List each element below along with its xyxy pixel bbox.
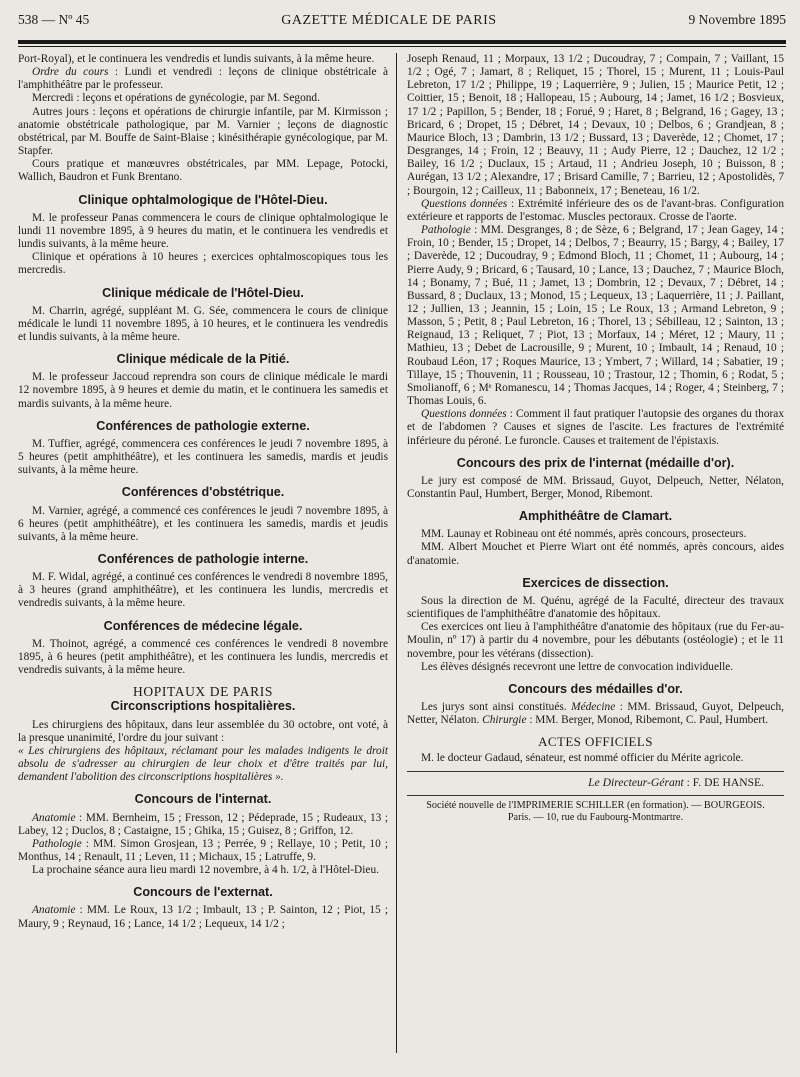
paragraph: La prochaine séance aura lieu mardi 12 novembre, à 4 h. 1/2, à l'Hôtel-Dieu. bbox=[32, 864, 379, 877]
section-heading: Concours des prix de l'internat (médaille d'or). bbox=[456, 455, 735, 470]
paragraph: M. le professeur Jaccoud reprendra son cours de clinique médicale le mardi 12 novembre 1895, à 9 heures et demie du matin, et le continuera les samedis et mardis suivants, à la même heure. bbox=[18, 371, 388, 410]
paragraph: Joseph Renaud, 11 ; Morpaux, 13 1/2 ; Ducoudray, 7 ; Compain, 7 ; Vaillant, 15 1/2 ; Ogé, 7 ; Jamart, 8 ; Reliquet, 15 ; Thorel, 15 ; Murent, 11 ; Louis-Paul Lebreton, 17 1/2 ; Philippe, 19 ; Laquerrière, 9 ; Julien, 15 ; Maurice Petit, 12 ; Coittier, 15 ; Benoit, 18 ; Hallopeau, 15 ; Aubourg, 14 ; Jamet, 16 1/2 ; Bosvieux, 17 1/2 ; Papillon, 5 ; Bender, 18 ; Forué, 9 ; Haret, 8 ; Belgrand, 16 ; Gagey, 13 ; Bricard, 6 ; Dropet, 15 ; Débret, 14 ; Devaux, 10 ; Delbos, 6 ; Grandjean, 8 ; Maurice Bloch, 13 ; Dambrin, 13 1/2 ; Bussard, 13 ; Daverède, 12 ; Chomet, 17 ; Desgranges, 14 ; Froin, 12 ; Beauvy, 11 ; Audy Pierre, 12 ; Dauchez, 12 1/2 ; Bailey, 16 1/2 ; Duclaux, 15 ; Artaud, 11 ; Andrieu Joseph, 10 ; Buisson, 8 ; Aurégan, 13 1/2 ; Alexandre, 17 ; Brisard Camille, 7 ; Barrieu, 12 ; Apostolidès, 7 ; Bourgoin, 12 ; Cailleux, 11 ; Babonneix, 17 ; Beneteau, 16 1/2. bbox=[407, 53, 784, 197]
paragraph bbox=[18, 812, 388, 838]
right-column bbox=[396, 53, 784, 1053]
divider bbox=[407, 771, 784, 772]
section-heading: Concours de l'internat. bbox=[134, 792, 272, 807]
text: : MM. Bernheim, 15 ; Fresson, 12 ; Pédeprade, 15 ; Rudeaux, 13 ; Labey, 12 ; Duclos, 8 ; Castaigne, 15 ; Ghika, 15 ; Guisez, 8 ; Griffon, 12. bbox=[18, 811, 388, 837]
section-heading: Conférences de pathologie externe. bbox=[96, 418, 310, 433]
text: : MM. Simon Grosjean, 13 ; Perrée, 9 ; Rellaye, 10 ; Petit, 10 ; Monthus, 14 ; Renault, 11 ; Leven, 11 ; Michaux, 15 ; Latruffe, 9. bbox=[18, 837, 388, 863]
header-rule bbox=[18, 40, 786, 44]
header-rule-thin bbox=[18, 46, 786, 47]
quote-text: « Les chirurgiens des hôpitaux, réclamant pour les malades indigents le droit absolu de s'adresser au chirurgien de leur choix et d'être traités par lui, demandent l'abolition des circonscriptions hospitalières ». bbox=[18, 744, 388, 784]
paragraph: Clinique et opérations à 10 heures ; exercices ophtalmoscopiques tous les mercredis. bbox=[18, 251, 388, 277]
text: Les jurys sont ainsi constitués. bbox=[421, 701, 572, 714]
section-heading: Conférences de médecine légale. bbox=[103, 618, 303, 633]
director-label: Le Directeur-Gérant bbox=[588, 775, 684, 789]
paragraph: Sous la direction de M. Quénu, agrégé de la Faculté, directeur des travaux scientifiques de l'amphithéâtre d'anatomie des hôpitaux. bbox=[407, 594, 784, 621]
publication-title: GAZETTE MÉDICALE DE PARIS bbox=[281, 13, 497, 28]
section-heading: Exercices de dissection. bbox=[522, 575, 669, 590]
paragraph: Cours pratique et manœuvres obstétricales, par MM. Lepage, Potocki, Wallich, Baudron et Funk Brentano. bbox=[18, 158, 388, 184]
paragraph: M. F. Widal, agrégé, a continué ces conférences le vendredi 8 novembre 1895, à 3 heures (grand amphithéâtre), et les continuera les lundis, mercredis et vendredis suivants, à la même heure. bbox=[18, 571, 388, 610]
label: Questions données bbox=[421, 197, 508, 210]
paragraph: M. Thoinot, agrégé, a commencé ces conférences le vendredi 8 novembre 1895, à 6 heures (petit amphithéâtre), et les continuera les lundis, mercredis et vendredis suivants, à la même heure. bbox=[18, 637, 388, 677]
paragraph bbox=[407, 408, 784, 447]
label: Anatomie bbox=[32, 811, 76, 824]
paragraph: Les élèves désignés recevront une lettre de convocation individuelle. bbox=[421, 660, 734, 673]
paragraph: M. Tuffier, agrégé, commencera ces conférences le jeudi 7 novembre 1895, à 5 heures (petit amphithéâtre), et les continuera les samedis, mardis et jeudis suivants, à la même heure. bbox=[18, 437, 388, 477]
paragraph: MM. Albert Mouchet et Pierre Wiart ont été nommés, après concours, aides d'anatomie. bbox=[407, 541, 784, 567]
label: Questions données bbox=[421, 408, 507, 421]
label: Médecine bbox=[571, 701, 616, 714]
section-heading: Conférences de pathologie interne. bbox=[97, 552, 309, 566]
paragraph: M. Charrin, agrégé, suppléant M. G. Sée, commencera le cours de clinique médicale le lundi 11 novembre 1895, à 10 heures, et le continuera les vendredis et lundis suivants, à la même heure. bbox=[18, 304, 388, 343]
page-number: 538 — Nº 45 bbox=[18, 12, 90, 27]
paragraph: MM. Launay et Robineau ont été nommés, après concours, prosecteurs. bbox=[421, 528, 747, 541]
paragraph: Le jury est composé de MM. Brissaud, Guyot, Delpeuch, Netter, Nélaton, Constantin Paul, Humbert, Berger, Monod, Ribemont. bbox=[407, 474, 784, 500]
section-heading: Concours de l'externat. bbox=[133, 885, 273, 900]
text: : MM. Brissaud, Guyot, Delpeuch, Netter, Nélaton. bbox=[407, 701, 784, 727]
section-heading: ACTES OFFICIELS bbox=[538, 734, 653, 750]
paragraph bbox=[407, 701, 784, 727]
label: Chirurgie bbox=[482, 714, 527, 727]
printer-address: Paris. — 10, rue du Faubourg-Montmartre. bbox=[507, 811, 684, 823]
issue-date: 9 Novembre 1895 bbox=[688, 12, 786, 27]
section-heading: Clinique ophtalmologique de l'Hôtel-Dieu. bbox=[78, 192, 328, 207]
director-name: : F. DE HANSE. bbox=[683, 775, 764, 789]
paragraph: Les chirurgiens des hôpitaux, dans leur assemblée du 30 octobre, ont voté, à la presque unanimité, l'ordre du jour suivant : bbox=[18, 718, 388, 744]
text: : Lundi et vendredi : leçons de clinique obstétricale à l'amphithéâtre par le professeur. bbox=[18, 66, 389, 92]
left-column bbox=[18, 53, 396, 1053]
label: Pathologie bbox=[32, 837, 82, 850]
printer-line: Société nouvelle de l'IMPRIMERIE SCHILLER (en formation). — BOURGEOIS. bbox=[426, 799, 765, 811]
section-heading: Amphithéâtre de Clamart. bbox=[518, 509, 673, 524]
director-signature bbox=[407, 776, 784, 789]
text: : MM. Le Roux, 13 1/2 ; Imbault, 13 ; P. Sainton, 12 ; Piot, 15 ; Maury, 9 ; Reynaud, 16 ; Lance, 14 1/2 ; Lequeux, 14 1/2 ; bbox=[18, 904, 388, 930]
text: : MM. Berger, Monod, Ribemont, C. Paul, Humbert. bbox=[526, 714, 769, 727]
section-heading: Circonscriptions hospitalières. bbox=[110, 699, 296, 714]
text: : Comment il faut pratiquer l'autopsie des organes du thorax et de l'abdomen ? Causes et signes de l'ascite. Les fractures de l'extrémité inférieure du péroné. Le furoncle. Causes et traitement de l'épistaxis. bbox=[407, 408, 784, 447]
divider bbox=[407, 795, 784, 796]
section-heading: HOPITAUX DE PARIS bbox=[133, 684, 273, 700]
label: Pathologie bbox=[421, 224, 471, 237]
text-columns bbox=[18, 53, 786, 1053]
paragraph: Port-Royal), et le continuera les vendredis et lundis suivants, à la même heure. bbox=[18, 53, 375, 65]
quoted-resolution bbox=[18, 745, 388, 784]
section-heading: Conférences d'obstétrique. bbox=[121, 485, 285, 500]
paragraph: M. Varnier, agrégé, a commencé ces conférences le jeudi 7 novembre 1895, à 6 heures (petit amphithéâtre), et les continuera les samedis, mardis et jeudis suivants, à la même heure. bbox=[18, 504, 388, 543]
paragraph bbox=[18, 904, 388, 930]
paragraph: Autres jours : leçons et opérations de chirurgie infantile, par M. Kirmisson ; anatomie obstétricale pathologique, par M. Varnier ; leçons de diagnostic obstétrical, par M. Bouffe de Saint-Blaise ; kinésithérapie gynécologique, par M. Stapfer. bbox=[18, 105, 388, 158]
section-heading: Clinique médicale de l'Hôtel-Dieu. bbox=[102, 285, 304, 300]
section-heading: Clinique médicale de la Pitié. bbox=[116, 352, 290, 367]
paragraph bbox=[407, 198, 784, 224]
paragraph: M. le docteur Gadaud, sénateur, est nommé officier du Mérite agricole. bbox=[421, 751, 744, 764]
paragraph: Mercredi : leçons et opérations de gynécologie, par M. Segond. bbox=[32, 92, 320, 105]
paragraph bbox=[407, 224, 784, 408]
paragraph bbox=[18, 838, 388, 864]
section-heading: Concours des médailles d'or. bbox=[508, 681, 683, 696]
paragraph: Ces exercices ont lieu à l'amphithéâtre d'anatomie des hôpitaux (rue du Fer-au-Moulin, nº 17) à partir du 4 novembre, pour les débutants (ostéologie) ; et le 11 novembre, pour les vétérans (dissection). bbox=[407, 621, 784, 660]
text: : MM. Desgranges, 8 ; de Sèze, 6 ; Belgrand, 17 ; Jean Gagey, 14 ; Froin, 10 ; Bender, 15 ; Dropet, 14 ; Delbos, 7 ; Beaurry, 15 ; Bargy, 4 ; Bailey, 17 ; Daverède, 12 ; Ducoudray, 9 ; Edmond Bloch, 11 ; Chomet, 11 ; Aubourg, 14 ; Pierre Audy, 9 ; Bricard, 6 ; Tausard, 10 ; Lance, 13 ; Dauchez, 7 ; Maurice Bloch, 14 ; Bonamy, 7 ; Bué, 11 ; Jamet, 13 ; Dombrin, 12 ; Devaux, 7 ; Débret, 14 ; Bussard, 8 ; Duclaux, 13 ; Monod, 15 ; Lequeux, 13 ; Laquerrière, 11 ; J. Paillant, 12 ; Jullien, 13 ; Jeannin, 15 ; Loin, 15 ; Le Roux, 13 ; Armand Lebreton, 9 ; Masson, 5 ; Petit, 8 ; Paul Lebreton, 16 ; Thorel, 13 ; Sébilleau, 12 ; Sainton, 13 ; Reignaud, 13 ; Reliquet, 7 ; Piot, 13 ; Morfaux, 14 ; Méret, 12 ; Maury, 11 ; Mathieu, 13 ; Debet de Lacrousille, 9 ; Murent, 10 ; Imbault, 14 ; Renaud, 10 ; Roubaud Léon, 17 ; Roques Maurice, 13 ; Ymbert, 7 ; Willard, 14 ; Sabatier, 19 ; Tillaye, 15 ; Thouvenin, 11 ; Rousseau, 10 ; Trastour, 12 ; Thomin, 6 ; Rodat, 5 ; Smolianoff, 6 ; Mᵉ Romanescu, 14 ; Thomas Jacques, 14 ; Roger, 4 ; Steinberg, 7 ; Thomas Louis, 6. bbox=[407, 224, 784, 408]
paragraph: M. le professeur Panas commencera le cours de clinique ophtalmologique le lundi 11 novembre 1895, à 9 heures du matin, et le continuera les vendredis et lundis suivants, à la même heure. bbox=[18, 211, 388, 251]
page-header bbox=[18, 12, 786, 34]
text: : Extrémité inférieure des os de l'avant-bras. Configuration extérieure et rapports de l'estomac. Muscles pectoraux. Crosse de l'aorte. bbox=[407, 197, 784, 223]
label: Anatomie bbox=[32, 904, 76, 917]
paragraph bbox=[18, 66, 388, 92]
label: Ordre du cours bbox=[32, 66, 109, 79]
